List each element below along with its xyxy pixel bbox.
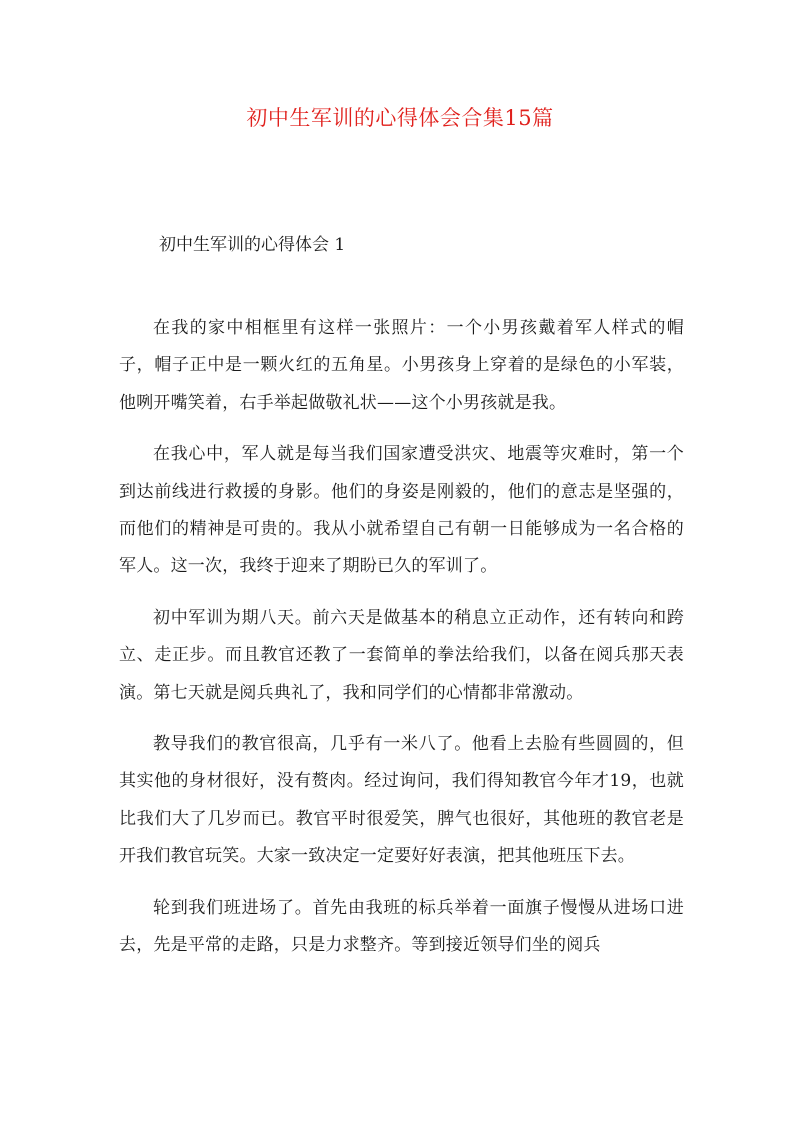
paragraph: 教导我们的教官很高，几乎有一米八了。他看上去脸有些圆圆的，但其实他的身材很好，没有赘肉。经过询问，我们得知教官今年才19，也就比我们大了几岁而已。教官平时很爱笑，脾气也很好，其他班的教官老是开我们教官玩笑。大家一致决定一定要好好表演，把其他班压下去。: [119, 734, 684, 867]
paragraph: 初中军训为期八天。前六天是做基本的稍息立正动作，还有转向和跨立、走正步。而且教官还教了一套简单的拳法给我们，以备在阅兵那天表演。第七天就是阅兵典礼了，我和同学们的心情都非常激动。: [119, 607, 684, 703]
paragraph: 在我的家中相框里有这样一张照片：一个小男孩戴着军人样式的帽子，帽子正中是一颗火红的五角星。小男孩身上穿着的是绿色的小军装，他咧开嘴笑着，右手举起做敬礼状——这个小男孩就是我。: [119, 318, 684, 413]
body-text: [119, 310, 684, 979]
document-title: 初中生军训的心得体会合集15篇: [246, 106, 554, 130]
section-heading: 初中生军训的心得体会 1: [159, 235, 346, 255]
paragraph: 在我心中，军人就是每当我们国家遭受洪灾、地震等灾难时，第一个到达前线进行救援的身影。他们的身姿是刚毅的，他们的意志是坚强的，而他们的精神是可贵的。我从小就希望自己有朝一日能够成为一名合格的军人。这一次，我终于迎来了期盼已久的军训了。: [119, 444, 684, 577]
paragraph: 轮到我们班进场了。首先由我班的标兵举着一面旗子慢慢从进场口进去，先是平常的走路，只是力求整齐。等到接近领导们坐的阅兵: [119, 897, 684, 956]
